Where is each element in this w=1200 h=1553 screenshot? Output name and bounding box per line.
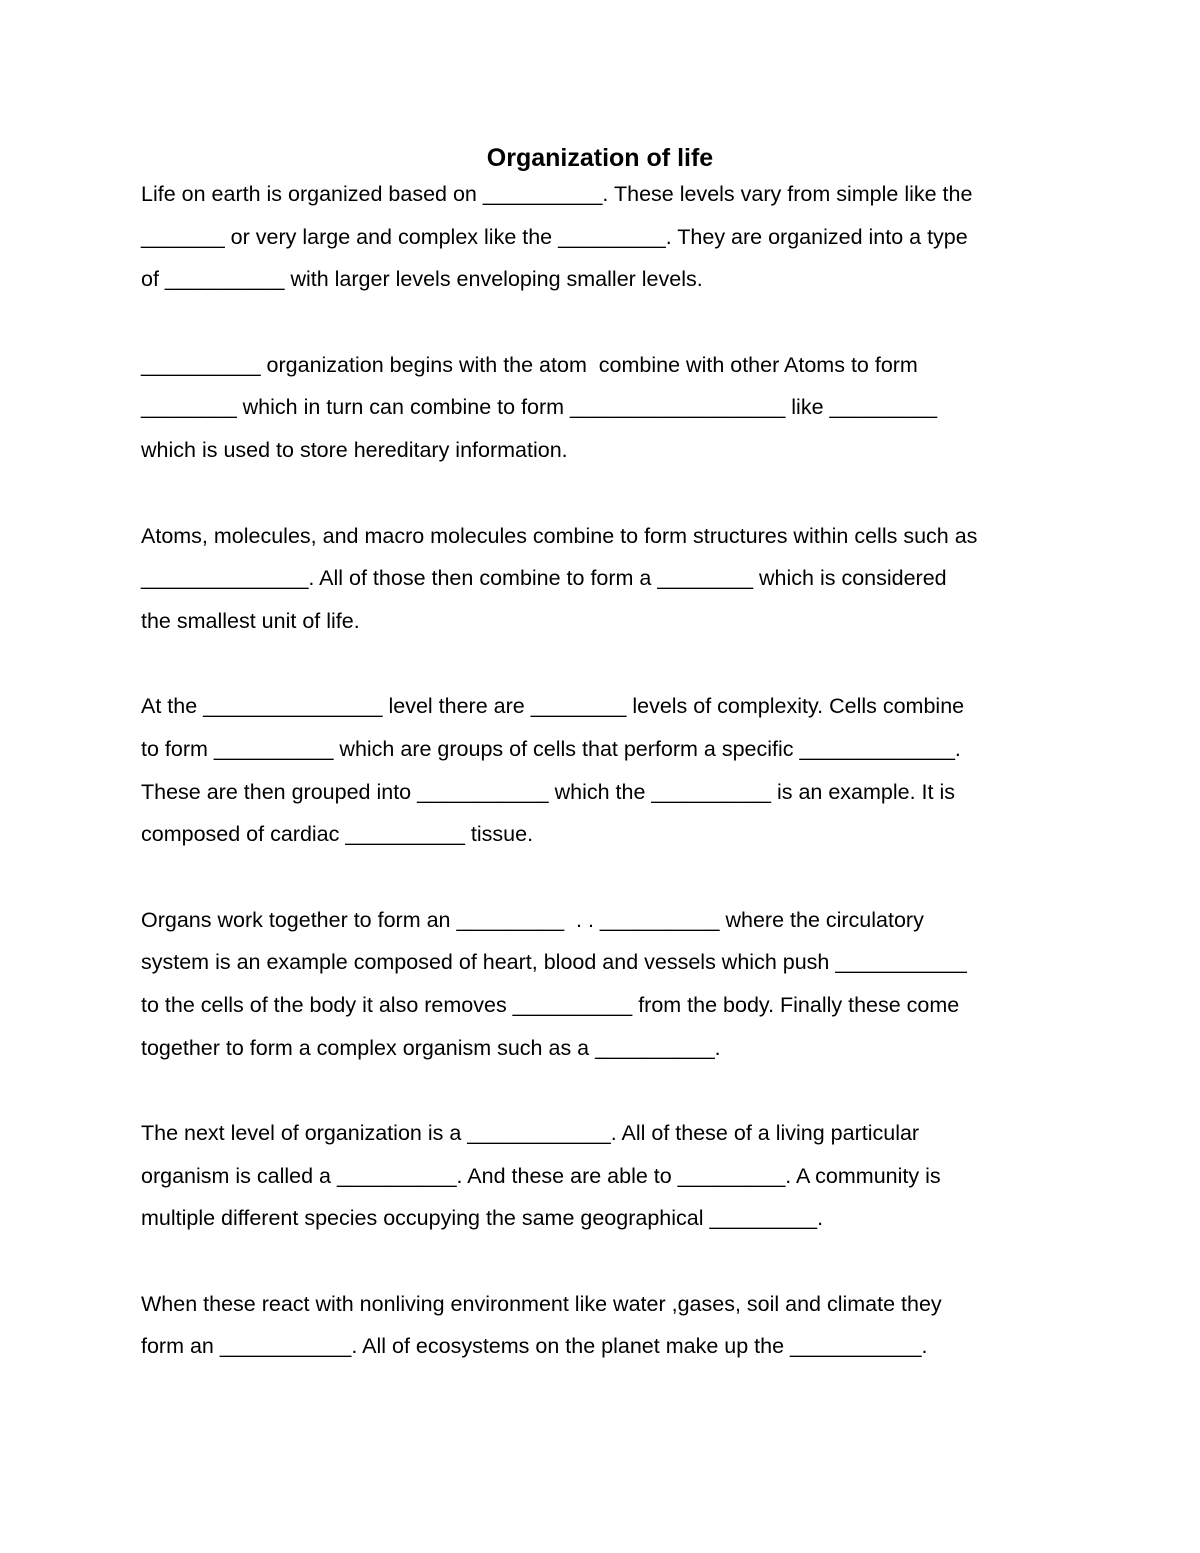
text-line: of __________ with larger levels enveloping smaller levels. (141, 267, 703, 292)
text-line: Atoms, molecules, and macro molecules combine to form structures within cells such as (141, 523, 978, 548)
text-line: multiple different species occupying the same geographical _________. (141, 1206, 824, 1231)
paragraph-population-community (141, 1112, 1081, 1240)
text-line: Life on earth is organized based on __________. These levels vary from simple like the (141, 182, 973, 206)
paragraph-tissues-organs (141, 685, 1081, 855)
text-line: These are then grouped into ___________ which the __________ is an example. It is (141, 779, 956, 804)
paragraph-organ-systems (141, 899, 1081, 1069)
text-line: the smallest unit of life. (141, 608, 360, 633)
text-line: form an ___________. All of ecosystems on the planet make up the ___________. (141, 1334, 928, 1359)
text-line: Organs work together to form an _________ . . __________ where the circulatory (141, 907, 924, 932)
text-line: system is an example composed of heart, blood and vessels which push ___________ (141, 950, 967, 975)
text-line: _______ or very large and complex like the _________. They are organized into a type (141, 224, 968, 249)
text-line: organism is called a __________. And these are able to _________. A community is (141, 1163, 941, 1188)
text-line: composed of cardiac __________ tissue. (141, 822, 534, 847)
text-line: ________ which in turn can combine to form __________________ like _________ (141, 395, 938, 420)
text-line: When these react with nonliving environment like water ,gases, soil and climate they (141, 1291, 942, 1316)
paragraph-chemical-organization (141, 344, 1081, 472)
document-title: Organization of life (486, 144, 714, 172)
text-line: The next level of organization is a ____________. All of these of a living particular (141, 1121, 920, 1146)
text-line: __________ organization begins with the atom combine with other Atoms to form (141, 352, 918, 377)
paragraph-cells (141, 515, 1081, 643)
text-line: to the cells of the body it also removes __________ from the body. Finally these come (141, 992, 960, 1017)
text-line: ______________. All of those then combine to form a ________ which is considered (141, 566, 947, 591)
text-line: At the _______________ level there are ________ levels of complexity. Cells combine (141, 694, 965, 719)
text-line: together to form a complex organism such as a __________. (141, 1035, 721, 1060)
text-line: to form __________ which are groups of cells that perform a specific _____________. (141, 736, 961, 761)
paragraph-ecosystem-biosphere (141, 1283, 1081, 1368)
text-line: which is used to store hereditary information. (141, 437, 568, 462)
paragraph-levels-intro (141, 173, 1081, 301)
document-body (141, 173, 1081, 1411)
